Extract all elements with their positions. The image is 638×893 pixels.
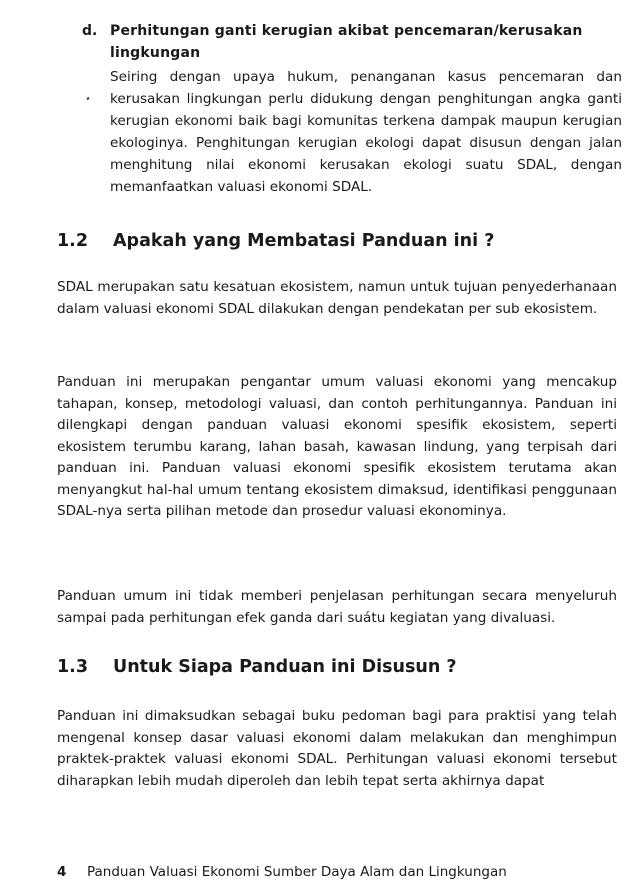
page-number: 4 — [57, 864, 67, 880]
section-heading-1-3 — [57, 655, 457, 679]
section-number: 1.3 — [57, 657, 89, 677]
running-title: Panduan Valuasi Ekonomi Sumber Daya Alam dan Lingkungan — [87, 864, 507, 880]
list-item-heading: Perhitungan ganti kerugian akibat pencemaran/kerusakan lingkungan — [110, 23, 583, 61]
section-title: Apakah yang Membatasi Panduan ini ? — [113, 231, 495, 251]
list-item-paragraph: Seiring dengan upaya hukum, penanganan kasus pencemaran dan kerusakan lingkungan perlu didukung dengan penghitungan angka ganti kerugian ekonomi baik bagi komunitas terkena dampak maupun kerugian ekologinya. Penghitungan kerugian ekologi dapat disusun dengan jalan menghitung nilai ekonomi kerusakan ekologi suatu SDAL, dengan memanfaatkan valuasi ekonomi SDAL. — [110, 69, 622, 195]
section-title: Untuk Siapa Panduan ini Disusun ? — [113, 657, 457, 677]
page-footer — [57, 862, 507, 882]
paragraph: Panduan ini dimaksudkan sebagai buku pedoman bagi para praktisi yang telah mengenal konsep dasar valuasi ekonomi dalam melakukan dan menghimpun praktek-praktek valuasi ekonomi SDAL. Perhitungan valuasi ekonomi tersebut diharapkan lebih mudah diperoleh dan lebih tepat serta akhirnya dapat — [57, 708, 617, 789]
paragraph: Panduan umum ini tidak memberi penjelasan perhitungan secara menyeluruh sampai pada perhitungan efek ganda dari suátu kegiatan yang divaluasi. — [57, 588, 617, 626]
paragraph: Panduan ini merupakan pengantar umum valuasi ekonomi yang mencakup tahapan, konsep, metodologi valuasi, dan contoh perhitungannya. Panduan ini dilengkapi dengan panduan valuasi ekonomi spesifik ekosistem, seperti ekosistem terumbu karang, lahan basah, kawasan lindung, yang terpisah dari panduan ini. Panduan valuasi ekonomi spesifik ekosistem terutama akan menyangkut hal-hal umum tentang ekosistem dimaksud, identifikasi penggunaan SDAL-nya serta pilihan metode dan prosedur valuasi ekonominya. — [57, 374, 617, 519]
section-number: 1.2 — [57, 231, 89, 251]
section-heading-1-2 — [57, 229, 494, 253]
list-item-d — [82, 20, 622, 198]
paragraph: SDAL merupakan satu kesatuan ekosistem, namun untuk tujuan penyederhanaan dalam valuasi ekonomi SDAL dilakukan dengan pendekatan per sub ekosistem. — [57, 279, 617, 317]
list-marker: d. — [82, 23, 98, 39]
